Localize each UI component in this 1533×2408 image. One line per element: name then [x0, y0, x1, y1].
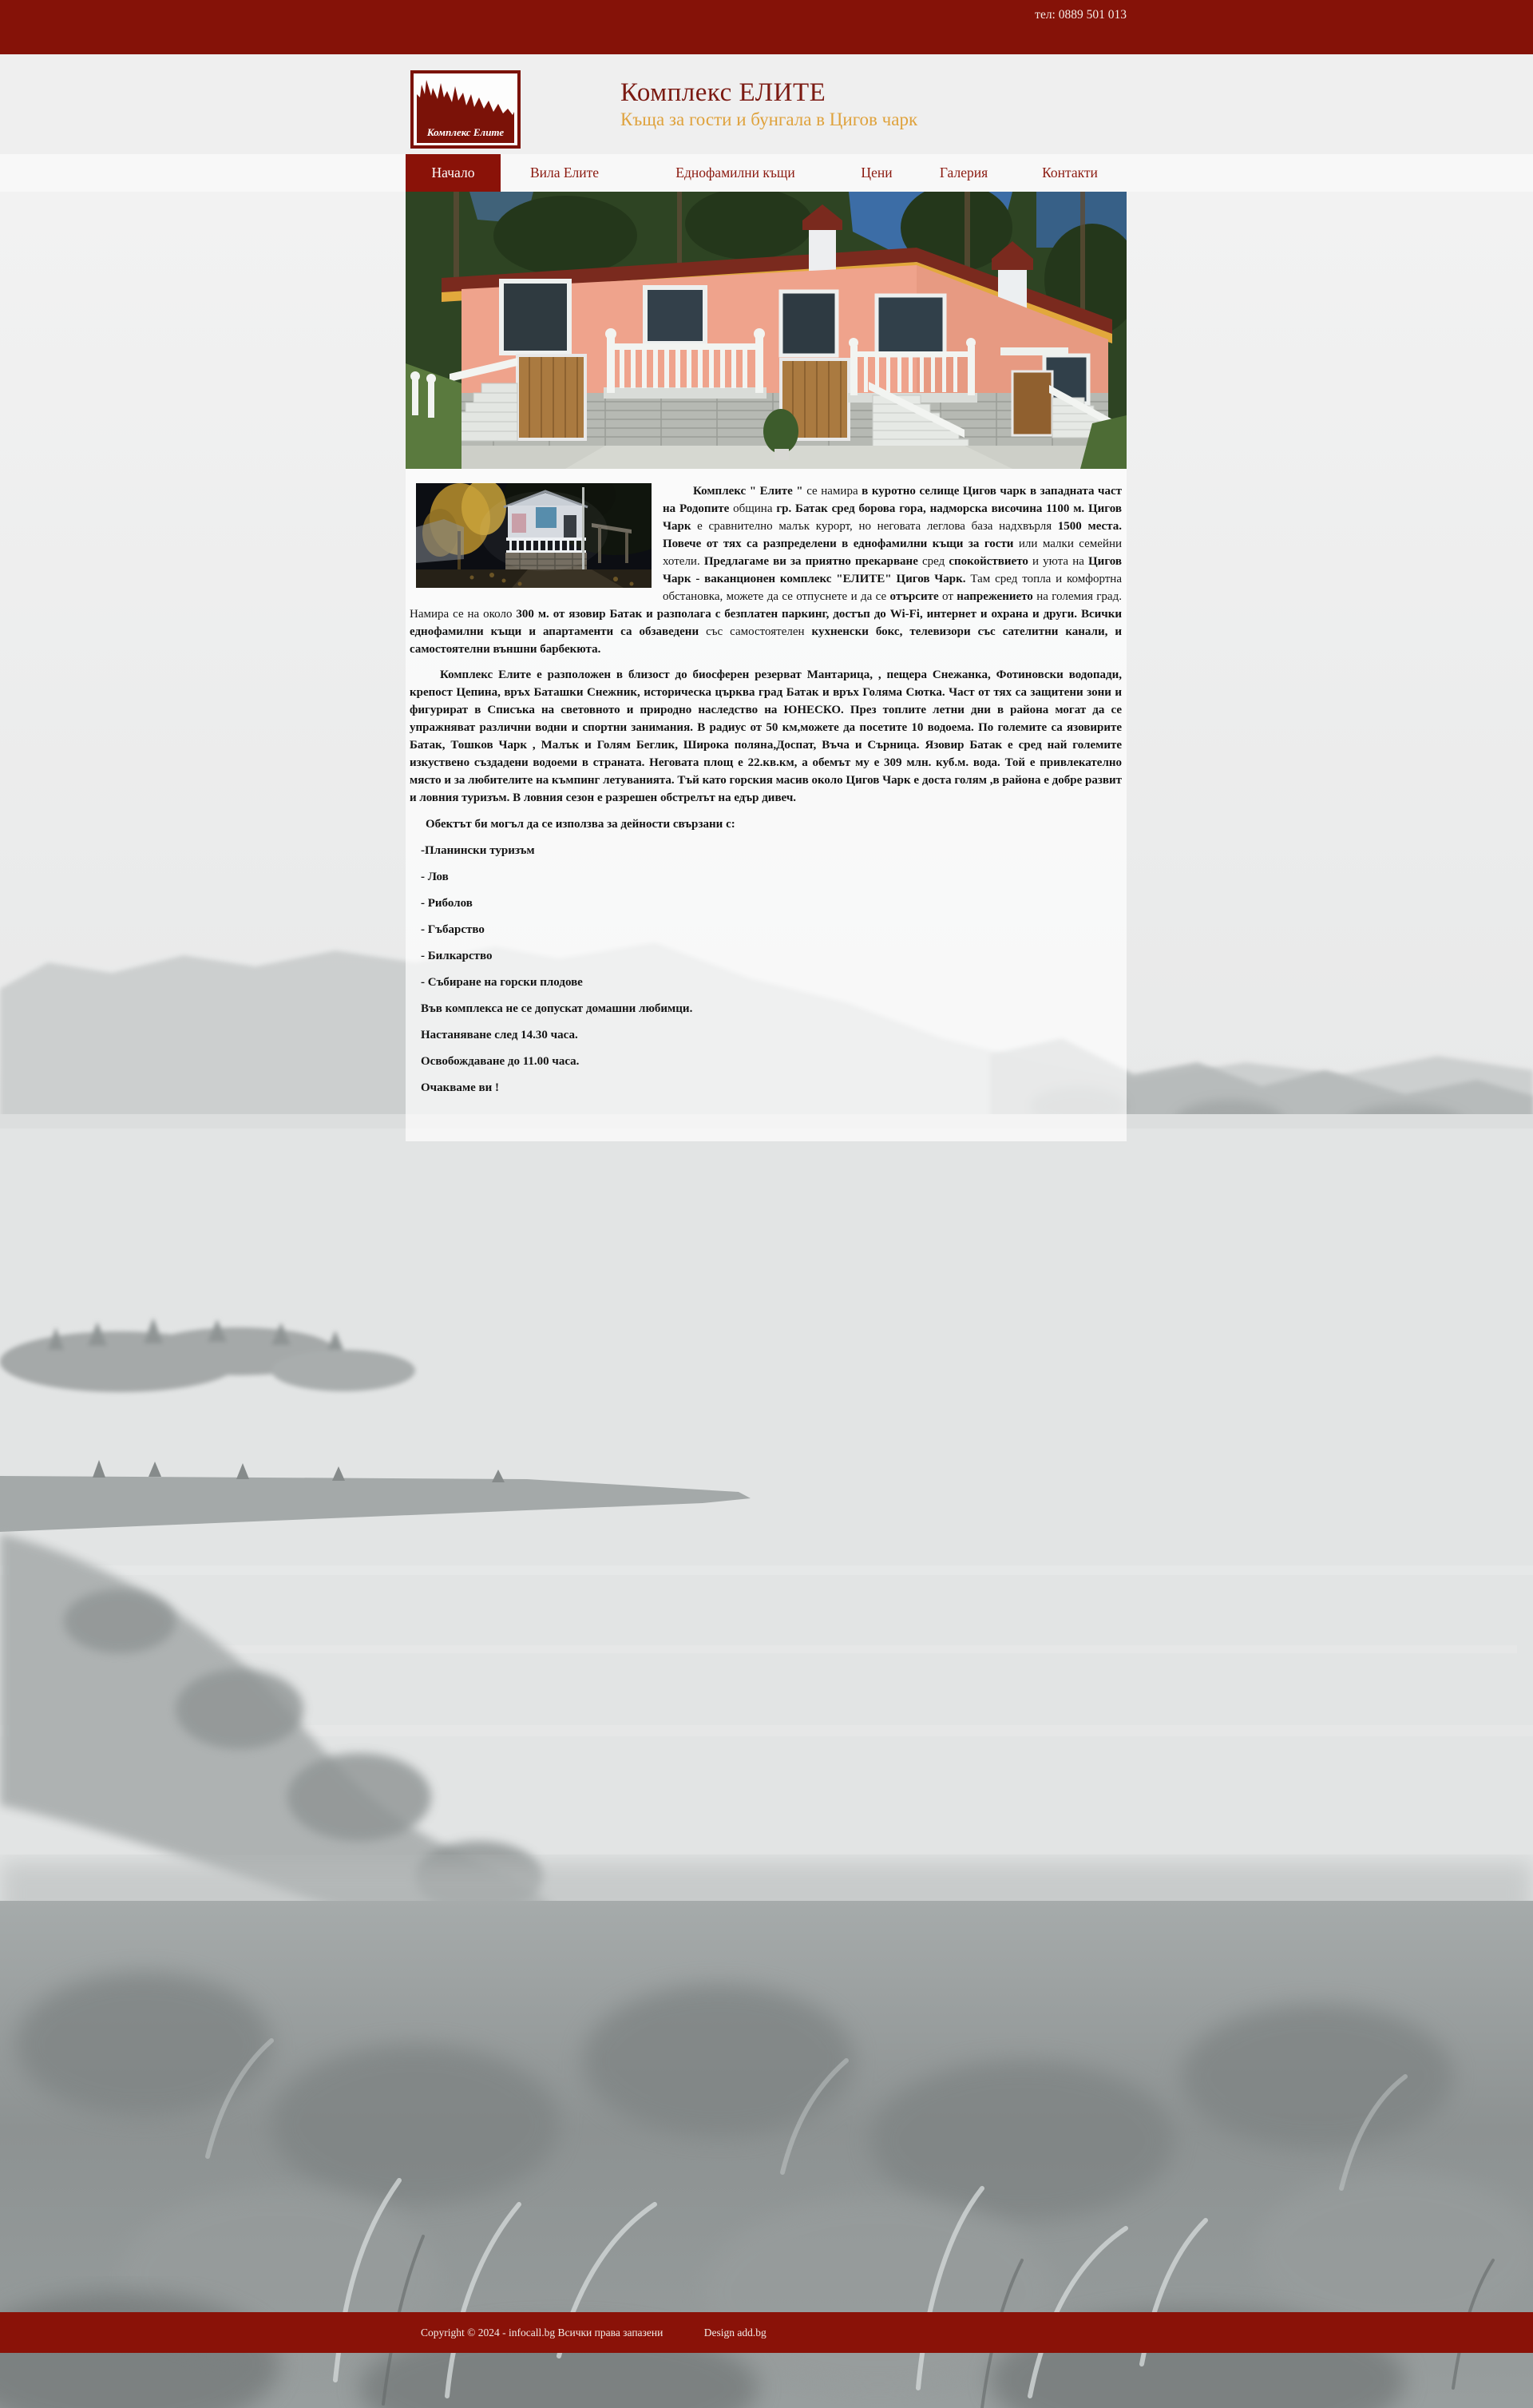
activities-intro: Обектът би могъл да се използва за дейности свързани с: [426, 818, 735, 831]
night-photo [416, 483, 652, 588]
activity-item: - Гъбарство [421, 923, 485, 936]
top-bar [0, 0, 1533, 54]
activity-item: - Събиране на горски плодове [421, 976, 583, 989]
intro-paragraph: Комплекс " Елите " се намира в куротно селище Цигов чарк в западната част на Родопите община гр. Батак сред борова гора, надморска височина 1100 м. Цигов Чарк е сравнително малък курорт, но неговата леглова база надхвърля 1500 места. Повече от тях са разпределени в еднофамилни къщи за гости или малки семейни хотели. Предлагаме ви за приятно прекарване сред спокойствието и уюта на Цигов Чарк - ваканционен комплекс "ЕЛИТЕ" Цигов Чарк. Там сред топла и комфортна обстановка, можете да се отпуснете и да се отърсите от напрежението на големия град. Намира се на около 300 м. от язовир Батак и разполага с безплатен паркинг, достъп до Wi-Fi, интернет и охрана и други. Всички еднофамилни къщи и апартаменти са обзаведени със самостоятелен кухненски бокс, телевизори със сателитни канали, и самостоятелни външни барбекюта. [410, 485, 1123, 656]
nav-item-ednofamilni-kashti[interactable]: Еднофамилни къщи [675, 165, 795, 181]
activity-item: - Риболов [421, 897, 473, 910]
footer [0, 2312, 1533, 2353]
nav-item-kontakti[interactable]: Контакти [1042, 165, 1098, 181]
note-welcome: Очакваме ви ! [421, 1081, 499, 1094]
site-title: Комплекс ЕЛИТЕ [620, 78, 826, 107]
content-box [406, 192, 1127, 1141]
nav-item-vila-elite[interactable]: Вила Елите [529, 165, 600, 181]
logo[interactable] [410, 70, 521, 149]
main-photo [406, 192, 1127, 469]
site-subtitle: Къща за гости и бунгала в Цигов чарк [620, 109, 918, 129]
nav-item-home[interactable]: Начало [406, 154, 501, 192]
header [0, 54, 1533, 154]
nav-item-galeria[interactable]: Галерия [939, 165, 988, 181]
activity-item: - Лов [421, 871, 449, 883]
note-check-in: Настаняване след 14.30 часа. [421, 1029, 578, 1041]
logo-tree-icon [410, 70, 521, 149]
note-check-out: Освобождаване до 11.00 часа. [421, 1055, 580, 1068]
logo-text: Комплекс Елите [426, 126, 505, 138]
footer-design-link[interactable]: Design add.bg [703, 2327, 766, 2339]
main-nav [0, 154, 1533, 192]
phone-number: тел: 0889 501 013 [1035, 8, 1127, 22]
activity-item: -Планински туризъм [421, 844, 535, 857]
content-text [406, 469, 1127, 1097]
activity-item: - Билкарство [421, 950, 493, 962]
nav-item-tseni[interactable]: Цени [861, 165, 893, 181]
footer-copyright: Copyright © 2024 - infocall.bg Всички права запазени [421, 2327, 664, 2339]
note-no-pets: Във комплекса не се допускат домашни любимци. [421, 1002, 693, 1015]
header-titles [620, 78, 917, 130]
location-paragraph: Комплекс Елите е разположен в близост до биосферен резерват Мантарица, , пещера Снежанка, Фотиновски водопади, крепост Цепина, връх Баташки Снежник, историческа църква град Батак и връх Голяма Сютка. Част от тях са защитени зони и фигурират в Списъка на световното и природно наследство на ЮНЕСКО. През топлите летни дни в района могат да се упражняват различни водни и спортни занимания. В радиус от 50 км,можете да посетите 10 водоема. По големите са язовирите Батак, Тошков Чарк , Малък и Голям Беглик, Широка поляна,Доспат, Въча и Сърница. Язовир Батак е сред най големите изкуствено създадени водоеми в страната. Неговата площ е 22.кв.км, а обемът му е 309 млн. куб.м. вода. Той е привлекателно място и за любителите на къмпинг летуванията. Тъй като горския масив около Цигов Чарк е доста голям ,в района е добре развит и ловния туризъм. В ловния сезон е разрешен обстрелът на едър дивеч. [410, 668, 1122, 804]
